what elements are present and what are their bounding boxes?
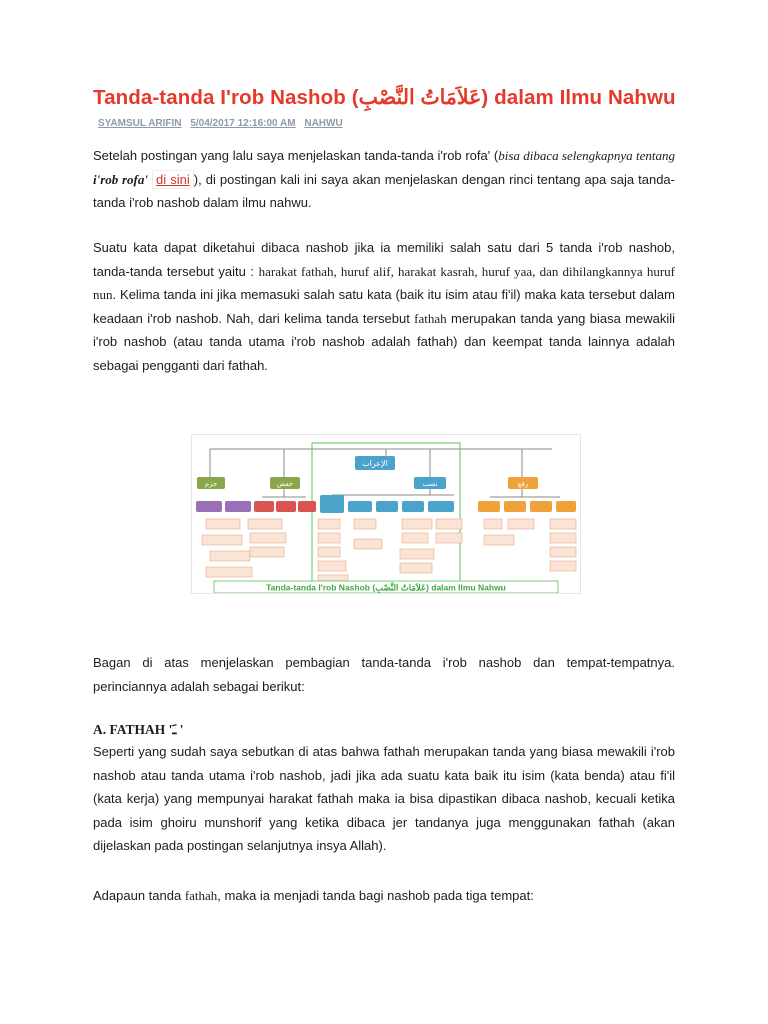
author-link[interactable]: SYAMSUL ARIFIN <box>98 118 182 129</box>
places-text-a: Adapaun tanda <box>93 888 185 903</box>
definition-paragraph <box>93 236 675 377</box>
irob-diagram-image <box>191 434 581 594</box>
label-link[interactable]: NAHWU <box>304 118 343 129</box>
intro-text-italic: bisa dibaca selengkapnya tentang <box>498 148 675 163</box>
def-text-e: merupakan tanda yang biasa mewakili i'rob nashob (atau tanda utama i'rob nashob adalah fathah) dan keempat tanda lainnya adalah sebagai pengganti dari fathah. <box>93 310 675 373</box>
def-text-fathah: fathah <box>414 310 447 326</box>
def-text-c: . Kelima tanda ini jika memasuki salah satu kata (baik itu isim atau fi'il) maka kata tersebut dalam keadaan i'rob nashob. Nah, dari kelima tanda tersebut <box>93 287 675 326</box>
fathah-paragraph: Seperti yang sudah saya sebutkan di atas bahwa fathah merupakan tanda yang biasa mewakili i'rob nashob atau tanda utama i'rob nashob, jadi jika ada suatu kata baik itu isim (kata benda) atau fi'il (kata kerja) yang mempunyai harakat fathah maka ia bisa dipastikan dibaca nashob, kecuali ketika pada isim ghoiru munshorif yang ketika dibaca jer tandanya juga menggunakan fathah (akan dijelaskan pada postingan selanjutnya insya Allah). <box>93 744 675 853</box>
di-sini-link[interactable]: di sini <box>152 170 194 189</box>
places-text-fathah: fathah <box>184 888 218 903</box>
section-heading-fathah: A. FATHAH 'ـَ ' <box>93 722 184 737</box>
intro-text-a: Setelah postingan yang lalu saya menjelaskan tanda-tanda i'rob rofa' ( <box>93 148 499 163</box>
node-raf-label: رفع <box>517 480 529 488</box>
fathah-places-paragraph <box>93 884 675 908</box>
node-khafd-label: خفض <box>276 480 294 488</box>
diagram-leaves <box>202 519 576 583</box>
diagram-level2 <box>196 495 576 513</box>
def-text-serif-list: harakat fathah, huruf alif, harakat kasrah, huruf yaa, dan dihilangkannya huruf nun <box>93 263 675 302</box>
diagram-caption: Tanda-tanda I'rob Nashob (عَلاَمَاتُ النَّصْبِ) dalam Ilmu Nahwu <box>266 582 506 593</box>
intro-text-d: ), di postingan kali ini saya akan menjelaskan dengan rinci tentang apa saja tanda-tanda i'rob nashob dalam ilmu nahwu. <box>93 171 675 210</box>
diagram-svg <box>192 435 580 593</box>
explanation-paragraph: Bagan di atas menjelaskan pembagian tanda-tanda i'rob nashob dan tempat-tempatnya. perinciannya adalah sebagai berikut: <box>93 655 675 694</box>
node-nashb-label: نصب <box>422 480 438 488</box>
places-text-c: , maka ia menjadi tanda bagi nashob pada tiga tempat: <box>217 888 534 903</box>
intro-paragraph <box>93 144 675 215</box>
timestamp-link[interactable]: 5/04/2017 12:16:00 AM <box>190 118 296 129</box>
post-meta <box>98 118 349 129</box>
root-label: الإعراب <box>362 459 388 468</box>
intro-text-bold-italic: i'rob rofa' <box>93 171 148 187</box>
def-text-a: Suatu kata dapat diketahui dibaca nashob jika ia memiliki salah satu dari 5 tanda i'rob nashob, tanda-tanda tersebut yaitu : <box>93 240 675 279</box>
node-jazm-label: جزم <box>204 480 218 488</box>
post-title: Tanda-tanda I'rob Nashob (عَلاَمَاتُ النَّصْبِ) dalam Ilmu Nahwu <box>93 86 676 109</box>
